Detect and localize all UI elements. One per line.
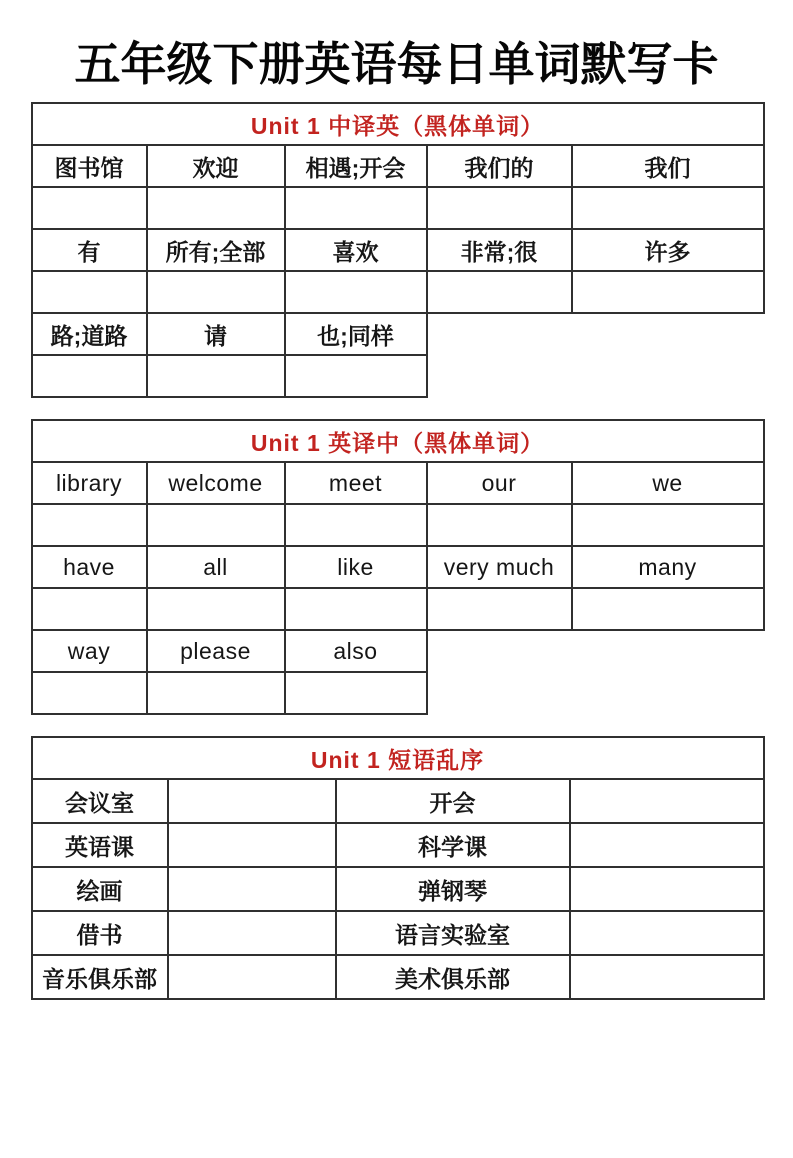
- table-row: [32, 955, 764, 999]
- blank-answer-cell: [427, 588, 572, 630]
- table-row: [32, 145, 764, 187]
- table-row: [32, 462, 764, 504]
- blank-answer-cell: [32, 504, 147, 546]
- word-cell: 所有;全部: [147, 229, 285, 271]
- blank-answer-cell: [570, 779, 764, 823]
- blank-answer-cell: [168, 779, 336, 823]
- table-header-row: [32, 103, 764, 145]
- word-cell: 开会: [336, 779, 570, 823]
- blank-answer-cell: [427, 187, 572, 229]
- blank-answer-cell: [570, 867, 764, 911]
- unit1-cn-to-en-table: [31, 102, 765, 398]
- word-cell: 非常;很: [427, 229, 572, 271]
- word-cell: 借书: [32, 911, 168, 955]
- word-cell: all: [147, 546, 285, 588]
- worksheet-content: [31, 36, 763, 1000]
- blank-answer-cell: [285, 271, 427, 313]
- word-cell: 我们的: [427, 145, 572, 187]
- blank-answer-cell: [572, 271, 764, 313]
- word-cell: 许多: [572, 229, 764, 271]
- word-cell: like: [285, 546, 427, 588]
- table-header-row: [32, 737, 764, 779]
- word-cell: 会议室: [32, 779, 168, 823]
- blank-answer-cell: [147, 504, 285, 546]
- table1-body: [32, 145, 764, 397]
- blank-answer-cell: [32, 187, 147, 229]
- word-cell: many: [572, 546, 764, 588]
- blank-answer-cell: [32, 355, 147, 397]
- word-cell: please: [147, 630, 285, 672]
- blank-answer-cell: [285, 355, 427, 397]
- word-cell: also: [285, 630, 427, 672]
- table-row: [32, 187, 764, 229]
- table3-title: Unit 1 短语乱序: [32, 737, 764, 779]
- blank-answer-cell: [147, 187, 285, 229]
- table-row: [32, 313, 764, 355]
- word-cell: 请: [147, 313, 285, 355]
- blank-answer-cell: [32, 672, 147, 714]
- unit1-en-to-cn-table: [31, 419, 765, 715]
- word-cell: 绘画: [32, 867, 168, 911]
- word-cell: welcome: [147, 462, 285, 504]
- word-cell: we: [572, 462, 764, 504]
- blank-answer-cell: [32, 588, 147, 630]
- table2-body: [32, 462, 764, 714]
- worksheet-page: [0, 36, 793, 1158]
- word-cell: meet: [285, 462, 427, 504]
- word-cell: 欢迎: [147, 145, 285, 187]
- word-cell: 弹钢琴: [336, 867, 570, 911]
- blank-answer-cell: [147, 271, 285, 313]
- table-row: [32, 867, 764, 911]
- word-cell: 相遇;开会: [285, 145, 427, 187]
- word-cell: very much: [427, 546, 572, 588]
- blank-answer-cell: [285, 672, 427, 714]
- table-row: [32, 504, 764, 546]
- blank-answer-cell: [168, 955, 336, 999]
- blank-answer-cell: [168, 867, 336, 911]
- blank-answer-cell: [285, 588, 427, 630]
- blank-answer-cell: [147, 355, 285, 397]
- word-cell: 我们: [572, 145, 764, 187]
- word-cell: have: [32, 546, 147, 588]
- word-cell: 音乐俱乐部: [32, 955, 168, 999]
- table1-title: Unit 1 中译英（黑体单词）: [32, 103, 764, 145]
- word-cell: our: [427, 462, 572, 504]
- blank-answer-cell: [285, 187, 427, 229]
- table-row: [32, 779, 764, 823]
- blank-answer-cell: [168, 911, 336, 955]
- word-cell: 喜欢: [285, 229, 427, 271]
- table-row: [32, 672, 764, 714]
- word-cell: 科学课: [336, 823, 570, 867]
- table-row: [32, 823, 764, 867]
- word-cell: library: [32, 462, 147, 504]
- unit1-phrases-table: [31, 736, 765, 1000]
- table-row: [32, 588, 764, 630]
- word-cell: 路;道路: [32, 313, 147, 355]
- blank-answer-cell: [168, 823, 336, 867]
- word-cell: 美术俱乐部: [336, 955, 570, 999]
- blank-answer-cell: [147, 588, 285, 630]
- table3-body: [32, 779, 764, 999]
- blank-answer-cell: [427, 504, 572, 546]
- blank-answer-cell: [570, 823, 764, 867]
- blank-answer-cell: [570, 955, 764, 999]
- word-cell: 也;同样: [285, 313, 427, 355]
- word-cell: 有: [32, 229, 147, 271]
- blank-answer-cell: [285, 504, 427, 546]
- blank-answer-cell: [572, 588, 764, 630]
- table-row: [32, 229, 764, 271]
- table-row: [32, 546, 764, 588]
- table-row: [32, 911, 764, 955]
- word-cell: way: [32, 630, 147, 672]
- word-cell: 语言实验室: [336, 911, 570, 955]
- table2-title: Unit 1 英译中（黑体单词）: [32, 420, 764, 462]
- word-cell: 图书馆: [32, 145, 147, 187]
- blank-answer-cell: [572, 504, 764, 546]
- blank-answer-cell: [570, 911, 764, 955]
- page-title: 五年级下册英语每日单词默写卡: [74, 38, 719, 90]
- word-cell: 英语课: [32, 823, 168, 867]
- table-row: [32, 355, 764, 397]
- blank-answer-cell: [572, 187, 764, 229]
- blank-answer-cell: [147, 672, 285, 714]
- blank-answer-cell: [427, 271, 572, 313]
- table-row: [32, 271, 764, 313]
- table-header-row: [32, 420, 764, 462]
- blank-answer-cell: [32, 271, 147, 313]
- table-row: [32, 630, 764, 672]
